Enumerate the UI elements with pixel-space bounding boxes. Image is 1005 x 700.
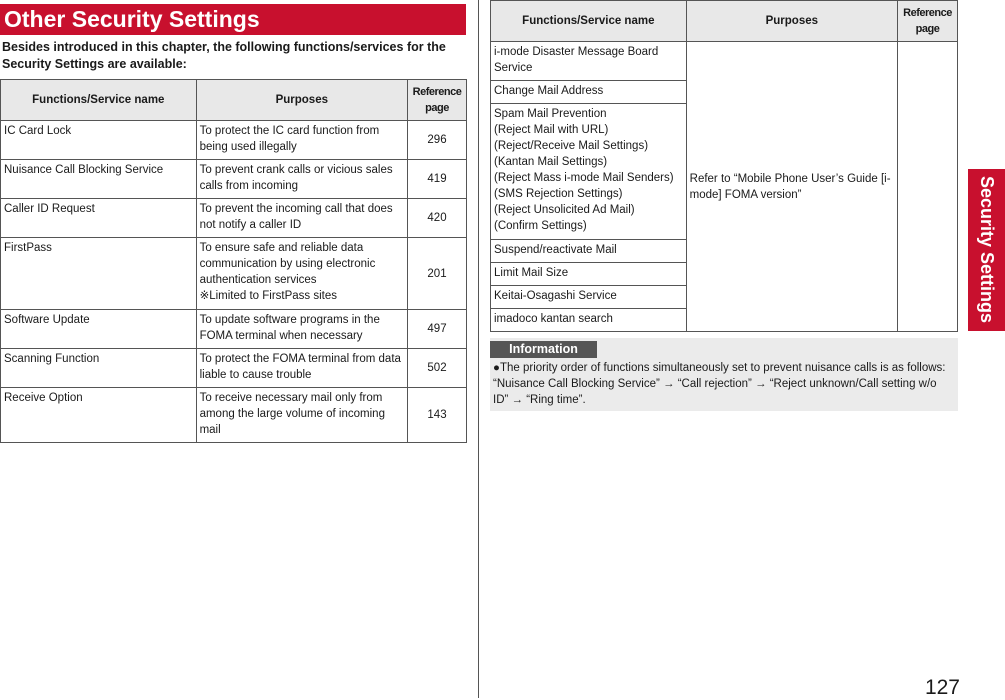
table-row	[1, 310, 467, 349]
information-box	[490, 338, 958, 411]
reference-page-empty	[898, 42, 958, 332]
name-line: Spam Mail Prevention	[494, 108, 607, 120]
function-name: FirstPass	[1, 238, 197, 310]
table-row	[1, 121, 467, 160]
function-purpose: To protect the FOMA terminal from data liable to cause trouble	[196, 349, 407, 388]
information-label: Information	[490, 341, 597, 358]
purpose-text: To ensure safe and reliable data communication by using electronic authentication services	[199, 242, 376, 286]
header-purposes: Purposes	[686, 1, 897, 42]
reference-page: 419	[408, 160, 467, 199]
table-header-row	[1, 80, 467, 121]
purpose-note: ※Limited to FirstPass sites	[199, 290, 338, 302]
name-line: (Reject Unsolicited Ad Mail)	[494, 204, 635, 216]
column-divider	[478, 0, 479, 698]
table-row	[491, 42, 958, 81]
function-name: Software Update	[1, 310, 197, 349]
table-row	[1, 160, 467, 199]
information-text	[493, 360, 953, 408]
table-row	[1, 349, 467, 388]
function-name: i-mode Disaster Message Board Service	[491, 42, 687, 81]
function-name: Scanning Function	[1, 349, 197, 388]
page-number: 127	[924, 676, 960, 699]
functions-table-left	[0, 79, 467, 443]
header-purposes: Purposes	[196, 80, 407, 121]
bullet-icon: ●	[493, 362, 500, 374]
function-name	[491, 104, 687, 240]
name-line: (Reject Mass i-mode Mail Senders)	[494, 172, 674, 184]
reference-page: 497	[408, 310, 467, 349]
reference-page: 143	[408, 388, 467, 443]
function-purpose: To receive necessary mail only from among the large volume of incoming mail	[196, 388, 407, 443]
function-purpose: To protect the IC card function from being used illegally	[196, 121, 407, 160]
function-name: Keitai-Osagashi Service	[491, 286, 687, 309]
header-reference-page: Reference page	[898, 1, 958, 42]
function-name: imadoco kantan search	[491, 309, 687, 332]
side-tab-label: Security Settings	[977, 176, 997, 324]
reference-page: 502	[408, 349, 467, 388]
name-line: (Kantan Mail Settings)	[494, 156, 608, 168]
table-row	[1, 199, 467, 238]
function-name: Suspend/reactivate Mail	[491, 240, 687, 263]
function-name: Limit Mail Size	[491, 263, 687, 286]
section-title: Other Security Settings	[0, 4, 466, 35]
name-line: (Reject/Receive Mail Settings)	[494, 140, 649, 152]
name-line: (Confirm Settings)	[494, 220, 587, 232]
function-purpose	[196, 238, 407, 310]
functions-table-right	[490, 0, 958, 332]
function-purpose: To prevent the incoming call that does not notify a caller ID	[196, 199, 407, 238]
table-row	[1, 238, 467, 310]
reference-page: 296	[408, 121, 467, 160]
side-tab-label-wrap	[968, 169, 1005, 331]
name-line: (SMS Rejection Settings)	[494, 188, 623, 200]
function-name: Receive Option	[1, 388, 197, 443]
function-name: Caller ID Request	[1, 199, 197, 238]
header-name: Functions/Service name	[491, 1, 687, 42]
reference-page: 420	[408, 199, 467, 238]
function-name: Change Mail Address	[491, 81, 687, 104]
function-purpose: To prevent crank calls or vicious sales calls from incoming	[196, 160, 407, 199]
shared-purpose: Refer to “Mobile Phone User’s Guide [i-mode] FOMA version”	[686, 42, 897, 332]
information-body: The priority order of functions simultaneously set to prevent nuisance calls is as follows: “Nuisance Call Blocking Service” → “Call rejection” → “Reject unknown/Call setting w/o ID” → “Ring time”.	[493, 362, 946, 406]
function-name: Nuisance Call Blocking Service	[1, 160, 197, 199]
intro-text: Besides introduced in this chapter, the following functions/services for the Security Settings are available:	[2, 40, 446, 71]
header-reference-page: Reference page	[408, 80, 467, 121]
table-row	[1, 388, 467, 443]
header-name: Functions/Service name	[1, 80, 197, 121]
function-name: IC Card Lock	[1, 121, 197, 160]
function-purpose: To update software programs in the FOMA terminal when necessary	[196, 310, 407, 349]
table-header-row	[491, 1, 958, 42]
name-line: (Reject Mail with URL)	[494, 124, 609, 136]
reference-page: 201	[408, 238, 467, 310]
